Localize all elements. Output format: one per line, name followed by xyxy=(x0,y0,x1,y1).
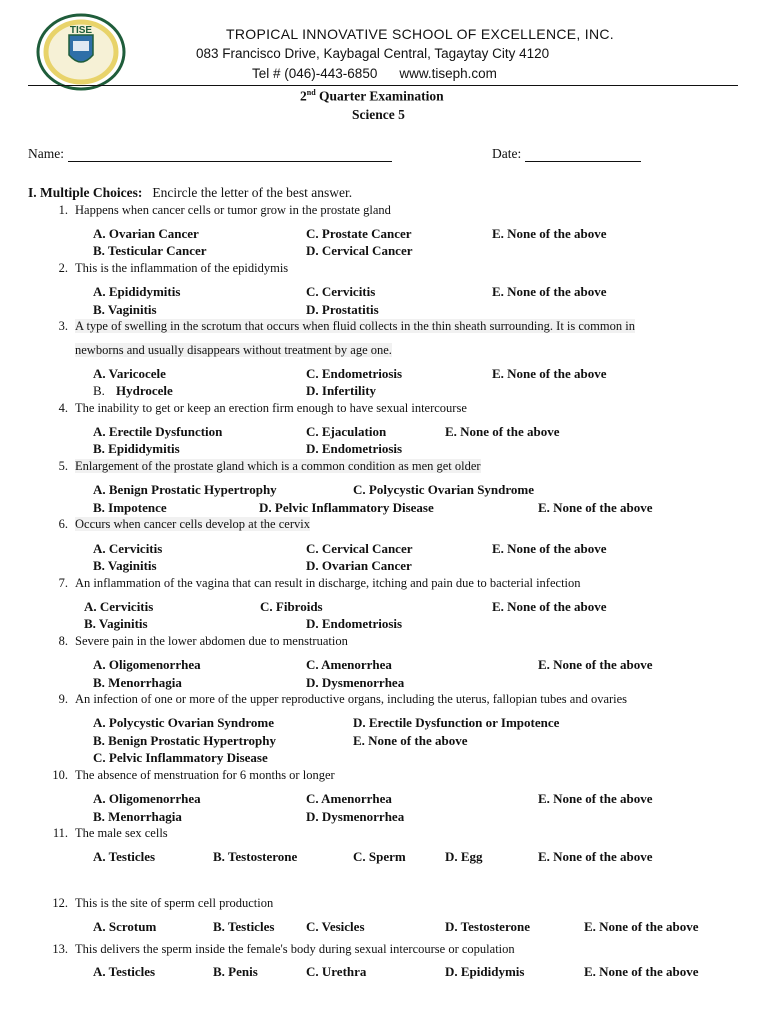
q8-option-a[interactable]: A. Oligomenorrhea xyxy=(93,657,201,672)
question-6: 6. Occurs when cancer cells develop at the cervix xyxy=(58,517,310,531)
q3-option-d[interactable]: D. Infertility xyxy=(306,383,377,398)
q4-option-c[interactable]: C. Ejaculation xyxy=(306,424,387,439)
q4-option-e[interactable]: E. None of the above xyxy=(445,424,560,439)
q12-option-b[interactable]: B. Testicles xyxy=(213,919,275,934)
school-logo xyxy=(36,13,126,91)
q4-option-b[interactable]: B. Epididymitis xyxy=(93,441,180,456)
q7-option-c[interactable]: C. Fibroids xyxy=(260,599,323,614)
school-contact xyxy=(252,66,497,81)
q12-option-a[interactable]: A. Scrotum xyxy=(93,919,157,934)
exam-subject: Science 5 xyxy=(352,107,405,122)
q13-option-c[interactable]: C. Urethra xyxy=(306,964,367,979)
q1-option-e[interactable]: E. None of the above xyxy=(492,226,607,241)
q5-option-e[interactable]: E. None of the above xyxy=(538,500,653,515)
website: www.tiseph.com xyxy=(399,66,497,81)
question-1: 1. Happens when cancer cells or tumor grow in the prostate gland xyxy=(58,203,391,217)
q9-option-a[interactable]: A. Polycystic Ovarian Syndrome xyxy=(93,715,275,730)
question-7: 7. An inflammation of the vagina that can result in discharge, itching and pain due to bacterial infection xyxy=(58,576,581,590)
name-field[interactable] xyxy=(28,146,392,162)
header-divider xyxy=(28,85,738,86)
q9-option-b[interactable]: B. Benign Prostatic Hypertrophy xyxy=(93,733,276,748)
q11-option-b[interactable]: B. Testosterone xyxy=(213,849,298,864)
q6-option-a[interactable]: A. Cervicitis xyxy=(93,541,163,556)
q3-option-e[interactable]: E. None of the above xyxy=(492,366,607,381)
q8-option-d[interactable]: D. Dysmenorrhea xyxy=(306,675,405,690)
q2-option-d[interactable]: D. Prostatitis xyxy=(306,302,379,317)
q2-option-b[interactable]: B. Vaginitis xyxy=(93,302,157,317)
q8-option-e[interactable]: E. None of the above xyxy=(538,657,653,672)
q6-option-e[interactable]: E. None of the above xyxy=(492,541,607,556)
question-5: 5. Enlargement of the prostate gland which is a common condition as men get older xyxy=(58,459,481,473)
date-line[interactable] xyxy=(525,148,641,162)
q9-option-d[interactable]: D. Erectile Dysfunction or Impotence xyxy=(353,715,560,730)
q13-option-b[interactable]: B. Penis xyxy=(213,964,258,979)
q10-option-e[interactable]: E. None of the above xyxy=(538,791,653,806)
q2-option-e[interactable]: E. None of the above xyxy=(492,284,607,299)
q7-option-a[interactable]: A. Cervicitis xyxy=(84,599,154,614)
q10-option-c[interactable]: C. Amenorrhea xyxy=(306,791,392,806)
q10-option-d[interactable]: D. Dysmenorrhea xyxy=(306,809,405,824)
q5-option-b[interactable]: B. Impotence xyxy=(93,500,167,515)
q12-option-e[interactable]: E. None of the above xyxy=(584,919,699,934)
school-address: 083 Francisco Drive, Kaybagal Central, Tagaytay City 4120 xyxy=(196,46,550,61)
q6-option-b[interactable]: B. Vaginitis xyxy=(93,558,157,573)
date-field[interactable] xyxy=(492,146,641,162)
question-3: 3. A type of swelling in the scrotum that occurs when fluid collects in the thin sheath surrounding. It is common in xyxy=(58,319,635,333)
q13-option-d[interactable]: D. Epididymis xyxy=(445,964,525,979)
q10-option-a[interactable]: A. Oligomenorrhea xyxy=(93,791,201,806)
q9-option-c[interactable]: C. Pelvic Inflammatory Disease xyxy=(93,750,268,765)
q12-option-c[interactable]: C. Vesicles xyxy=(306,919,365,934)
q4-option-a[interactable]: A. Erectile Dysfunction xyxy=(93,424,223,439)
question-3-continued: newborns and usually disappears without treatment by age one. xyxy=(75,343,392,357)
q3-option-c[interactable]: C. Endometriosis xyxy=(306,366,403,381)
q4-option-d[interactable]: D. Endometriosis xyxy=(306,441,403,456)
name-label: Name: xyxy=(28,146,64,161)
q7-option-d[interactable]: D. Endometriosis xyxy=(306,616,403,631)
q8-option-b[interactable]: B. Menorrhagia xyxy=(93,675,182,690)
q6-option-c[interactable]: C. Cervical Cancer xyxy=(306,541,413,556)
q13-option-a[interactable]: A. Testicles xyxy=(93,964,156,979)
question-2: 2. This is the inflammation of the epididymis xyxy=(58,261,289,275)
q3-option-a[interactable]: A. Varicocele xyxy=(93,366,166,381)
q11-option-c[interactable]: C. Sperm xyxy=(353,849,406,864)
q3-option-b-letter[interactable]: B. xyxy=(93,383,105,398)
q13-option-e[interactable]: E. None of the above xyxy=(584,964,699,979)
q6-option-d[interactable]: D. Ovarian Cancer xyxy=(306,558,412,573)
section-title: I. Multiple Choices: Encircle the letter of the best answer. xyxy=(28,185,353,200)
question-8: 8. Severe pain in the lower abdomen due to menstruation xyxy=(58,634,348,648)
q5-option-d[interactable]: D. Pelvic Inflammatory Disease xyxy=(259,500,434,515)
question-11: 11. The male sex cells xyxy=(52,826,168,840)
q11-option-d[interactable]: D. Egg xyxy=(445,849,483,864)
q2-option-c[interactable]: C. Cervicitis xyxy=(306,284,376,299)
exam-title: 2nd Quarter Examination xyxy=(300,88,444,104)
q7-option-e[interactable]: E. None of the above xyxy=(492,599,607,614)
q1-option-d[interactable]: D. Cervical Cancer xyxy=(306,243,413,258)
question-12: 12. This is the site of sperm cell production xyxy=(52,896,274,910)
q12-option-d[interactable]: D. Testosterone xyxy=(445,919,530,934)
svg-text:TISE: TISE xyxy=(69,25,93,36)
date-label: Date: xyxy=(492,146,522,161)
name-line[interactable] xyxy=(68,148,392,162)
q10-option-b[interactable]: B. Menorrhagia xyxy=(93,809,182,824)
q3-option-b[interactable]: Hydrocele xyxy=(116,383,173,398)
q5-option-a[interactable]: A. Benign Prostatic Hypertrophy xyxy=(93,482,277,497)
q11-option-e[interactable]: E. None of the above xyxy=(538,849,653,864)
q7-option-b[interactable]: B. Vaginitis xyxy=(84,616,148,631)
q1-option-a[interactable]: A. Ovarian Cancer xyxy=(93,226,199,241)
question-9: 9. An infection of one or more of the upper reproductive organs, including the uterus, fallopian tubes and ovaries xyxy=(58,692,628,706)
telephone: Tel # (046)-443-6850 xyxy=(252,66,378,81)
question-4: 4. The inability to get or keep an erection firm enough to have sexual intercourse xyxy=(58,401,467,415)
q1-option-c[interactable]: C. Prostate Cancer xyxy=(306,226,412,241)
question-10: 10. The absence of menstruation for 6 months or longer xyxy=(52,768,335,782)
q11-option-a[interactable]: A. Testicles xyxy=(93,849,156,864)
q2-option-a[interactable]: A. Epididymitis xyxy=(93,284,181,299)
q9-option-e[interactable]: E. None of the above xyxy=(353,733,468,748)
q1-option-b[interactable]: B. Testicular Cancer xyxy=(93,243,207,258)
q8-option-c[interactable]: C. Amenorrhea xyxy=(306,657,392,672)
school-name: TROPICAL INNOVATIVE SCHOOL OF EXCELLENCE, INC. xyxy=(226,26,614,42)
question-13: 13. This delivers the sperm inside the female's body during sexual intercourse or copulation xyxy=(52,942,515,956)
q5-option-c[interactable]: C. Polycystic Ovarian Syndrome xyxy=(353,482,535,497)
